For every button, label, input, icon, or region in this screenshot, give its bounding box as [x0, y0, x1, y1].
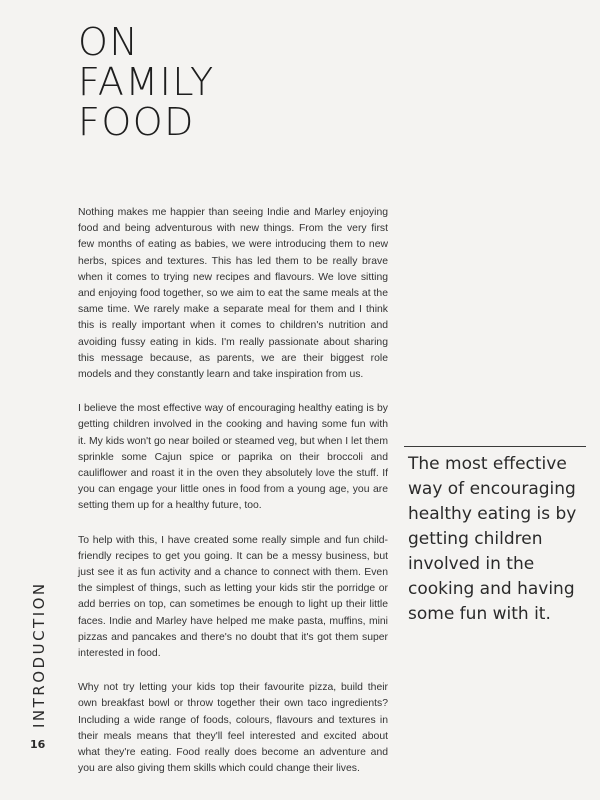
paragraph: I believe the most effective way of encouraging healthy eating is by getting children involved in the cooking and having some fun with it. My kids won't go near boiled or steamed veg, but when I let them sprinkle some Cajun spice or paprika on their broccoli and cauliflower and roast it in the oven they absolutely love the stuff. If you can engage your little ones in food from a young age, you are setting them up for a healthy future, too.	[78, 403, 388, 512]
title-line: FAMILY	[78, 60, 215, 104]
paragraph: Why not try letting your kids top their favourite pizza, build their own breakfast bowl or throw together their own taco ingredients? Including a wide range of foods, colours, flavours and textures in their meals means that they'll feel interested and excited about what they're eating. Food really does become an adventure and you are also giving them skills which could change their lives.	[78, 682, 388, 775]
pull-quote: The most effective way of encouraging healthy eating is by getting children involved in the cooking and having some fun with it.	[408, 454, 577, 624]
title-line: ON	[78, 20, 140, 64]
pull-quote-rule	[404, 446, 586, 447]
section-label: INTRODUCTION	[30, 581, 48, 728]
paragraph: Nothing makes me happier than seeing Indie and Marley enjoying food and being adventurous with new things. From the very first few months of eating as babies, we were introducing them to new herbs, spices and textures. This has led them to be really brave when it comes to trying new recipes and flavours. We love sitting and enjoying food together, so we aim to eat the same meals at the same time. We rarely make a separate meal for them and I think this is really important when it comes to children's nutrition and avoiding fussy eating in kids. I'm really passionate about sharing this message because, as parents, we are their biggest role models and they constantly learn and take inspiration from us.	[78, 207, 388, 381]
body-text	[78, 205, 388, 796]
title-line: FOOD	[78, 100, 195, 144]
paragraph: To help with this, I have created some really simple and fun child-friendly recipes to get you going. It can be a messy business, but just see it as fun activity and a chance to connect with them. Even the simplest of things, such as letting your kids stir the porridge or add berries on top, can sometimes be enough to light up their little faces. Indie and Marley have helped me make pasta, muffins, mini pizzas and pancakes and there's no doubt that it's got them super interested in food.	[78, 534, 388, 660]
page-number: 16	[30, 738, 46, 751]
page-title	[78, 22, 215, 142]
